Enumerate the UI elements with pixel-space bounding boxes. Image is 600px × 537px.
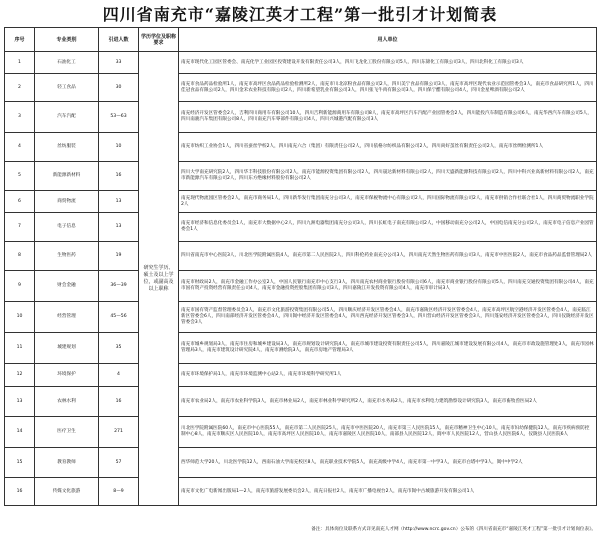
row-units: 南充市国有资产监督管理委员会3人，南充市文化旅游投资集团有限公司5人，四川顺庆经济开发区管委会4人，南充市嘉陵区经济开发区管委会4人，南充市高坪区航空港经济开发区管委会4人，南充临江新区管委会6人，四川南部经济开发区管委会4人，四川阆中经济开发区管委会4人，四川西充经济开发区管委会3人，四川营山经济开发区管委会3人，四川蓬安经济开发区管委会3人，四川仪陇经济开发区管委会3人 (179, 302, 597, 333)
row-count: 36—39 (99, 271, 139, 302)
row-count: 19 (99, 242, 139, 271)
row-units: 南充市城乡规划局3人，南充市住房和城乡建设局3人，南充市规划设计研究院4人，南充市城市建设投资有限责任公司5人，四川嘉陵江城市建设发展有限公司4人，南充市市政设施管理处3人，南充市园林管理局3人，南充市建筑设计研究院4人，南充市测绘院3人，南充市房地产管理局3人 (179, 333, 597, 364)
row-no: 3 (5, 102, 35, 133)
table-row (5, 74, 597, 102)
table-row (5, 417, 597, 448)
row-units: 南充市文化广电新闻出版局1—2人，南充市旅游发展委员会2人，南充日报社2人，南充市广播电视台2人，南充市阆中古城旅游开发有限公司1人 (179, 478, 597, 506)
table-row (5, 213, 597, 242)
row-units: 四川大学南充研究院2人，四川华丰科技股份有限公司2人，南充市能源投资集团有限公司2人，四川晟达新材料有限公司2人，四川天盛新能源科技有限公司2人，四川中科兴业高新材料有限公司2人，南充市新能源汽车有限公司2人，四川东方绝缘材料股份有限公司2人 (179, 162, 597, 191)
row-no: 12 (5, 364, 35, 387)
row-count: 33 (99, 52, 139, 74)
row-units: 南充现代物流园区管委会2人，南充市商务局1人，四川新华发行集团南充分公司3人，南充市保税物流中心有限公司2人，四川国际物流有限公司2人，南充市供销合作社联合社1人，四川商贸物流职业学院2人 (179, 191, 597, 213)
row-no: 16 (5, 478, 35, 506)
row-units: 四川省南充市中心医院3人，川北医学院附属医院4人，南充市第二人民医院2人，四川科伦药业南充分公司3人，四川南充天然生物医药有限公司3人，南充市中医医院2人，南充市食品药品监督管理局2人 (179, 242, 597, 271)
row-count: 53—63 (99, 102, 139, 133)
row-units: 南充市食品药品检验所1人，南充市高坪区食品药品检验检测所2人，南充市川北凉粉食品有限公司2人，四川美宁食品有限公司3人，南充市高坪区现代农业示范园管委会3人，南充市食品研究所1人，四川佳冠食品有限公司2人，四川金禾农业科技有限公司2人，四川新希望乳业有限公司3人，四川张飞牛肉有限公司3人，四川保宁醋有限公司4人，四川金星啤酒有限公司2人 (179, 74, 597, 102)
row-no: 9 (5, 271, 35, 302)
row-no: 14 (5, 417, 35, 448)
row-field: 环境保护 (35, 364, 99, 387)
row-field: 医疗卫生 (35, 417, 99, 448)
table-row (5, 162, 597, 191)
table-row (5, 302, 597, 333)
row-field: 丝纺服装 (35, 133, 99, 162)
row-count: 10 (99, 133, 139, 162)
row-no: 6 (5, 191, 35, 213)
table-row (5, 102, 597, 133)
header-units: 用人单位 (179, 28, 597, 52)
table-row (5, 133, 597, 162)
row-count: 45—56 (99, 302, 139, 333)
row-count: 13 (99, 191, 139, 213)
row-no: 10 (5, 302, 35, 333)
row-count: 16 (99, 387, 139, 417)
row-field: 石油化工 (35, 52, 99, 74)
table-row (5, 448, 597, 478)
row-units: 南充市农业局2人，南充市农业科学院3人，南充市林业局2人，南充市林业科学研究所2人，南充市水务局2人，南充市水利电力建筑勘察设计研究院3人，南充市畜牧兽医局2人 (179, 387, 597, 417)
table-row (5, 387, 597, 417)
header-no: 序号 (5, 28, 35, 52)
row-units: 西华师范大学20人，川北医学院12人，西南石油大学南充校区8人，南充职业技术学院5人，南充高级中学4人，南充市第一中学3人，南充市白塔中学3人，阆中中学2人 (179, 448, 597, 478)
table-row (5, 364, 597, 387)
row-units: 南充市纺织工业协会1人，四川省蚕丝学校2人，四川南充六合（集团）有限责任公司2人，四川依格尔纺织品有限公司2人，四川尚好茧丝有限责任公司2人，南充市丝绸检测所1人 (179, 133, 597, 162)
table-row (5, 478, 597, 506)
page-title: 四川省南充市“嘉陵江英才工程”第一批引才计划简表 (102, 5, 498, 24)
row-field: 经营管理 (35, 302, 99, 333)
row-no: 1 (5, 52, 35, 74)
row-count: 13 (99, 213, 139, 242)
row-no: 7 (5, 213, 35, 242)
row-count: 16 (99, 162, 139, 191)
table-body (5, 52, 597, 506)
row-count: 271 (99, 417, 139, 448)
row-count: 35 (99, 333, 139, 364)
row-field: 农林水利 (35, 387, 99, 417)
table-row (5, 52, 597, 74)
recruitment-table (4, 27, 597, 506)
row-field: 城建规划 (35, 333, 99, 364)
header-field: 专业类别 (35, 28, 99, 52)
row-count: 8—9 (99, 478, 139, 506)
row-field: 传媒文化旅游 (35, 478, 99, 506)
row-field: 轻工食品 (35, 74, 99, 102)
row-field: 汽车汽配 (35, 102, 99, 133)
row-no: 2 (5, 74, 35, 102)
row-units: 南充市现代化工园区管委会、南充化学工业园区投资建设开发有限责任公司3人，四川飞龙化工股份有限公司5人，四川东锦化工有限公司3人，四川北科化工有限公司3人 (179, 52, 597, 74)
requirement-cell: 研究生学历、硕士及以上学位，或副高及以上职称 (139, 52, 179, 506)
table-row (5, 333, 597, 364)
footer-note: 备注：具体岗位及联系方式详见南充人才网（http://www.ncrc.gov.cn）公布的《四川省南充市“嘉陵江英才工程”第一批引才计划岗位表》。 (311, 527, 596, 532)
row-no: 15 (5, 448, 35, 478)
table-header-row (5, 28, 597, 52)
header-count: 引进人数 (99, 28, 139, 52)
row-units: 南充经济开发区管委会2人，吉利四川商用车有限公司10人，四川吉利新能源商用车有限公司8人，南充市高坪区汽车汽配产业园管委会2人，四川能投汽车制造有限公司6人，南充华西汽车有限公司5人，四川南骏汽车集团有限公司8人，四川南充汽车零部件有限公司4人，四川兴城港汽配有限公司3人 (179, 102, 597, 133)
row-units: 南充市环境保护局1人，南充市环境监测中心站2人，南充市环境科学研究所1人 (179, 364, 597, 387)
table-row (5, 191, 597, 213)
row-units: 南充市经济和信息化委员会1人，南充市大数据中心2人，四川九洲电器集团南充分公司3人，四川长虹电子南充有限公司2人，中国移动南充分公司2人，中国电信南充分公司2人，南充市电子信息产业园管委会1人 (179, 213, 597, 242)
row-no: 13 (5, 387, 35, 417)
row-field: 财会金融 (35, 271, 99, 302)
row-count: 30 (99, 74, 139, 102)
row-no: 5 (5, 162, 35, 191)
row-no: 8 (5, 242, 35, 271)
row-count: 57 (99, 448, 139, 478)
row-units: 南充市财政局2人，南充市金融工作办公室2人，中国人民银行南充市中心支行3人，四川南充农村商业银行股份有限公司6人，南充市商业银行股份有限公司5人，四川南充交通投资集团有限公司4人，南充市国有资产投资经营有限责任公司4人，南充市金融投资控股集团有限公司3人，四川嘉陵江开发投资有限公司4人，南充市审计局3人 (179, 271, 597, 302)
row-count: 4 (99, 364, 139, 387)
table-row (5, 242, 597, 271)
row-no: 11 (5, 333, 35, 364)
row-field: 新能源新材料 (35, 162, 99, 191)
header-requirement: 学历学位及职称要求 (139, 28, 179, 52)
table-row (5, 271, 597, 302)
row-field: 电子信息 (35, 213, 99, 242)
row-field: 商贸物流 (35, 191, 99, 213)
row-field: 生物医药 (35, 242, 99, 271)
row-no: 4 (5, 133, 35, 162)
row-field: 教育教师 (35, 448, 99, 478)
row-units: 川北医学院附属医院60人，南充市中心医院55人，南充市第二人民医院25人，南充市中医医院20人，南充市第三人民医院15人，南充市精神卫生中心10人，南充市妇幼保健院12人，南充市疾病预防控制中心8人，南充市顺庆区人民医院10人，南充市高坪区人民医院10人，南充市嘉陵区人民医院10人，南部县人民医院12人，阆中市人民医院12人，营山县人民医院6人，仪陇县人民医院6人 (179, 417, 597, 448)
